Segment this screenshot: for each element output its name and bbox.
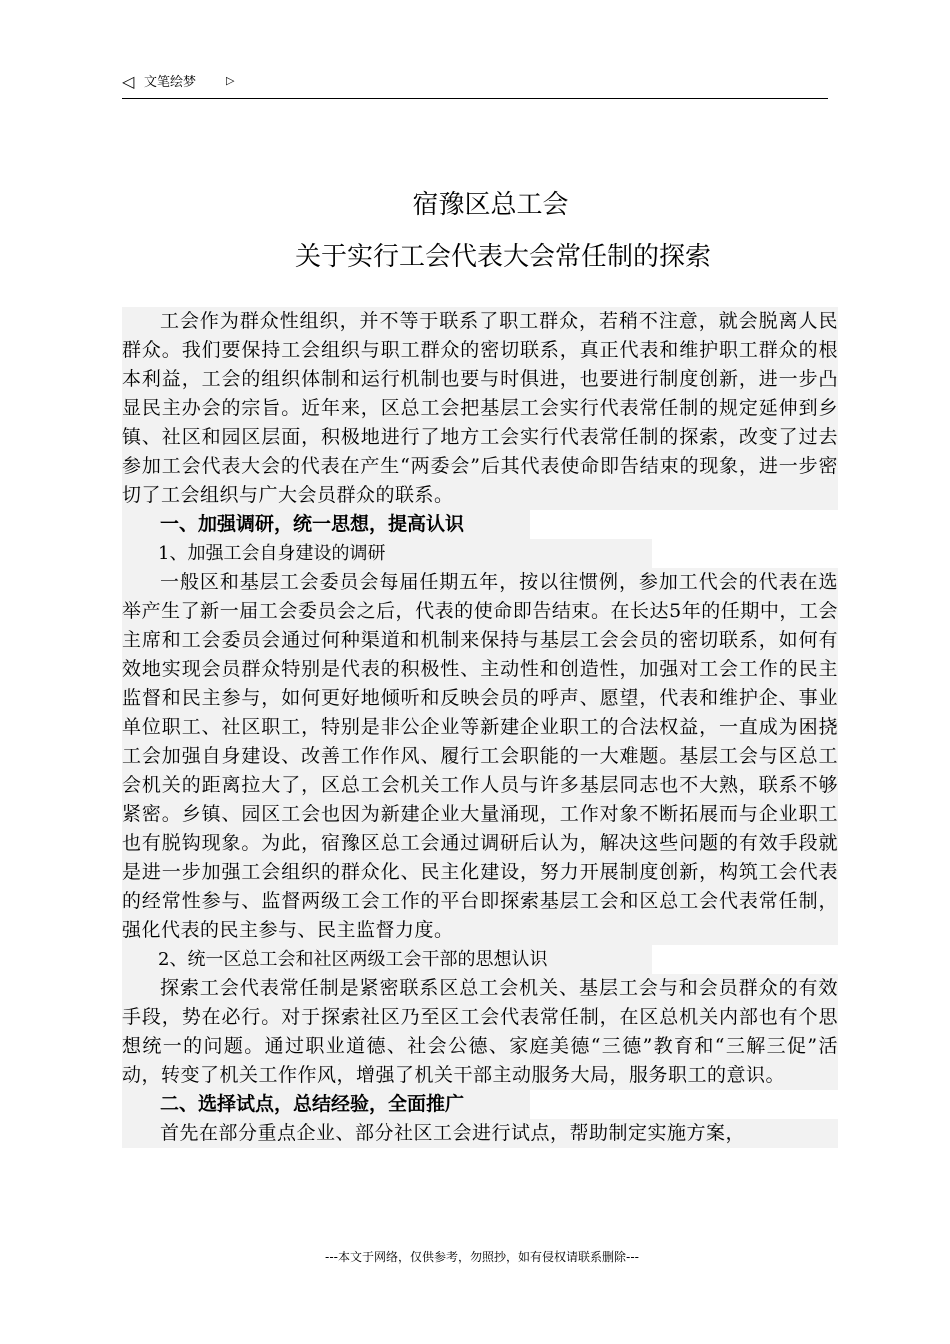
section-heading-1: 一、加强调研，统一思想，提高认识	[122, 510, 530, 539]
page-header	[122, 72, 828, 99]
subsection-heading-1-1: 1、加强工会自身建设的调研	[122, 539, 652, 568]
paragraph-1-1: 一般区和基层工会委员会每届任期五年，按以往惯例，参加工代会的代表在选举产生了新一届工会委员会之后，代表的使命即告结束。在长达5年的任期中，工会主席和工会委员会通过何种渠道和机制来保持与基层工会会员的密切联系，如何有效地实现会员群众特别是代表的积极性、主动性和创造性，加强对工会工作的民主监督和民主参与，如何更好地倾听和反映会员的呼声、愿望，代表和维护企、事业单位职工、社区职工，特别是非公企业等新建企业职工的合法权益，一直成为困挠工会加强自身建设、改善工作作风、履行工会职能的一大难题。基层工会与区总工会机关的距离拉大了，区总工会机关工作人员与许多基层同志也不大熟，联系不够紧密。乡镇、园区工会也因为新建企业大量涌现，工作对象不断拓展而与企业职工也有脱钩现象。为此，宿豫区总工会通过调研后认为，解决这些问题的有效手段就是进一步加强工会组织的群众化、民主化建设，努力开展制度创新，构筑工会代表的经常性参与、监督两级工会工作的平台即探索基层工会和区总工会代表常任制，强化代表的民主参与、民主监督力度。	[122, 568, 838, 945]
triangle-left-icon: ◁	[122, 72, 135, 91]
footer-notice: ---本文于网络，仅供参考，勿照抄，如有侵权请联系删除---	[325, 1250, 639, 1264]
header-brand: 文笔绘梦	[144, 75, 197, 90]
section-heading-2: 二、选择试点，总结经验，全面推广	[122, 1090, 530, 1119]
document-title: 宿豫区总工会	[412, 190, 569, 220]
paragraph-2: 首先在部分重点企业、部分社区工会进行试点，帮助制定实施方案，	[122, 1119, 838, 1148]
triangle-right-icon: ▷	[226, 74, 235, 87]
intro-paragraph: 工会作为群众性组织，并不等于联系了职工群众，若稍不注意，就会脱离人民群众。我们要保持工会组织与职工群众的密切联系，真正代表和维护职工群众的根本利益，工会的组织体制和运行机制也要与时俱进，也要进行制度创新，进一步凸显民主办会的宗旨。近年来，区总工会把基层工会实行代表常任制的规定延伸到乡镇、社区和园区层面，积极地进行了地方工会实行代表常任制的探索，改变了过去参加工会代表大会的代表在产生“两委会”后其代表使命即告结束的现象，进一步密切了工会组织与广大会员群众的联系。	[122, 307, 838, 510]
document-body	[122, 307, 838, 1148]
subsection-heading-1-2: 2、统一区总工会和社区两级工会干部的思想认识	[122, 945, 652, 974]
document-subtitle: 关于实行工会代表大会常任制的探索	[294, 242, 711, 272]
paragraph-1-2: 探索工会代表常任制是紧密联系区总工会机关、基层工会与和会员群众的有效手段，势在必行。对于探索社区乃至区工会代表常任制，在区总机关内部也有个思想统一的问题。通过职业道德、社会公德、家庭美德“三德”教育和“三解三促”活动，转变了机关工作作风，增强了机关干部主动服务大局，服务职工的意识。	[122, 974, 838, 1090]
